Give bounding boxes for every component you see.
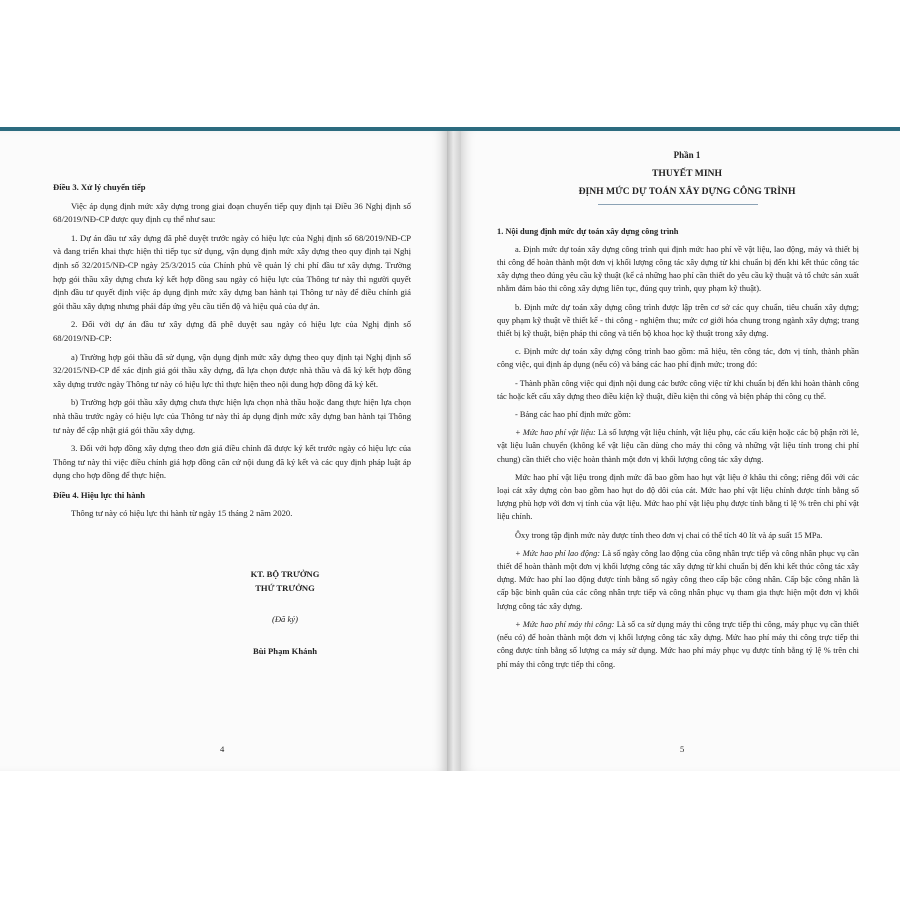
signature-title-2: THỨ TRƯỞNG — [255, 583, 315, 593]
article-4-title: Điều 4. Hiệu lực thi hành — [53, 489, 146, 500]
oxygen-note: Ôxy trong tập định mức này được tính theo đơn vị chai có thể tích 40 lít và áp suất 15 MPa. — [515, 530, 823, 540]
article-4-text: Thông tư này có hiệu lực thi hành từ ngày 15 tháng 2 năm 2020. — [71, 508, 293, 519]
machine-norm-label: + Mức hao phí máy thi công: — [515, 619, 615, 629]
material-norm-label: + Mức hao phí vật liệu: — [515, 428, 596, 438]
article-3-clause-2a: a) Trường hợp gói thầu đã sử dụng, vận dụng định mức xây dựng theo quy định tại Nghị định số 32/2015/NĐ-CP để xác định giá gói thầu xây dựng, đã lựa chọn được nhà thầu và đã ký kết hợp đồng xây dựng trước ngày Thông tư này có hiệu lực thì thực hiện theo nội dung hợp đồng đã ký kết. — [53, 351, 411, 389]
article-3-clause-3: 3. Đối với hợp đồng xây dựng theo đơn giá điều chỉnh đã được ký kết trước ngày có hiệu lực của Thông tư này thì việc điều chỉnh giá hợp đồng căn cứ nội dung đã ký kết và các quy định pháp luật áp dụng cho hợp đồng để thực hiện. — [53, 443, 411, 481]
material-norm-text: Là số lượng vật liệu chính, vật liệu phụ, các cấu kiện hoặc các bộ phận rời lẻ, vật liệu luân chuyển (không kể vật liệu cần dùng cho máy thi công và những vật liệu tính trong chi phí chung) cần thiết cho việc hoàn thành một đơn vị khối lượng công tác xây dựng. — [497, 428, 859, 464]
signature-name: Bùi Phạm Khánh — [253, 646, 317, 656]
labor-norm-label: + Mức hao phí lao động: — [515, 548, 601, 558]
section-1-title: 1. Nội dung định mức dự toán xây dựng công trình — [497, 226, 679, 236]
paragraph-b: b. Định mức dự toán xây dựng công trình được lập trên cơ sở các quy chuẩn, tiêu chuẩn xây dựng; quy phạm kỹ thuật về thiết kế - thi công - nghiệm thu; mức cơ giới hóa chung trong ngành xây dựng; trang thiết bị kỹ thuật, biện pháp thi công và tiến bộ khoa học kỹ thuật trong xây dựng. — [497, 302, 859, 339]
machine-norm — [497, 618, 859, 671]
article-3-title: Điều 3. Xử lý chuyển tiếp — [53, 182, 146, 192]
paragraph-c-item-2: - Bảng các hao phí định mức gồm: — [515, 410, 631, 420]
paragraph-c: c. Định mức dự toán xây dựng công trình bao gồm: mã hiệu, tên công tác, đơn vị tính, thành phần công việc, qui định áp dụng (nếu có) và bảng các hao phí định mức; trong đó: — [497, 347, 859, 370]
labor-norm — [497, 547, 859, 613]
left-page-text — [53, 181, 411, 526]
article-3-clause-1: 1. Dự án đầu tư xây dựng đã phê duyệt trước ngày có hiệu lực của Nghị định số 68/2019/NĐ-CP và đang triển khai thực hiện thì tiếp tục sử dụng, vận dụng định mức xây dựng theo quy định tại Nghị định số 32/2015/NĐ-CP ngày 25/3/2015 của Chính phủ về quản lý chi phí đầu tư xây dựng. Trường hợp gói thầu xây dựng chưa ký kết hợp đồng sau ngày có hiệu lực của Thông tư này thì người quyết định đầu tư quyết định việc áp dụng định mức xây dựng ban hành tại Thông tư này để điều chỉnh giá gói thầu xây dựng nhưng phải đáp ứng yêu cầu tiến độ và hiệu quả của dự án. — [53, 232, 411, 311]
part-heading: Phần 1 — [673, 150, 701, 160]
page-number-right: 5 — [680, 744, 685, 754]
doc-title-1: THUYẾT MINH — [652, 168, 722, 180]
article-3-clause-2b: b) Trường hợp gói thầu xây dựng chưa thực hiện lựa chọn nhà thầu hoặc đang thực hiện lựa chọn nhà thầu trước ngày có hiệu lực của Thông tư này thì áp dụng định mức xây dựng ban hành tại Thông tư này để cập nhật giá gói thầu xây dựng. — [53, 397, 411, 435]
page-number-left: 4 — [220, 744, 225, 754]
material-norm — [497, 426, 859, 466]
book-gutter — [447, 131, 461, 771]
paragraph-c-item-1: - Thành phần công việc qui định nội dung các bước công việc từ khi chuẩn bị đến khi hoàn thành công tác hoặc kết cấu xây dựng theo điều kiện kỹ thuật, điều kiện thi công và biện pháp thi công cụ thể. — [497, 378, 859, 401]
article-3-clause-2: 2. Đối với dự án đầu tư xây dựng đã phê duyệt sau ngày có hiệu lực của Nghị định số 68/2019/NĐ-CP: — [53, 319, 411, 343]
material-norm-2: Mức hao phí vật liệu trong định mức đã bao gồm hao hụt vật liệu ở khâu thi công; riêng đối với các loại cát xây dựng còn bao gồm hao hụt do độ dôi của cát. Mức hao phí vật liệu chính được tính bằng số lượng phù hợp với đơn vị tính của vật liệu. Mức hao phí vật liệu phụ được tính bằng tỉ lệ % trên chi phí vật liệu chính. — [497, 472, 859, 522]
right-page-text — [497, 149, 859, 676]
signature-signed: (Đã ký) — [271, 614, 298, 624]
article-3-intro: Việc áp dụng định mức xây dựng trong giai đoạn chuyển tiếp quy định tại Điều 36 Nghị định số 68/2019/NĐ-CP được quy định cụ thể như sau: — [53, 200, 411, 225]
machine-norm-text: Là số ca sử dụng máy thi công trực tiếp thi công, máy phục vụ cần thiết (nếu có) để hoàn thành một đơn vị khối lượng công tác xây dựng. Mức hao phí máy thi công trực tiếp thi công được tính bằng số lượng ca máy sử dụng. Mức hao phí máy phục vụ được tính bằng tỷ lệ % trên chi phí máy thi công trực tiếp thi công. — [497, 619, 860, 669]
labor-norm-text: Là số ngày công lao động của công nhân trực tiếp và công nhân phục vụ cần thiết để hoàn thành một đơn vị khối lượng công tác xây dựng từ khi chuẩn bị đến khi kết thúc công tác xây dựng. Mức hao phí lao động được tính bằng số ngày công theo cấp bậc công nhân. Cấp bậc công nhân là cấp bậc bình quân của các công nhân trực tiếp và công nhân phục vụ tham gia thực hiện một đơn vị khối lượng công tác xây dựng. — [497, 548, 859, 611]
paragraph-a: a. Định mức dự toán xây dựng công trình qui định mức hao phí về vật liệu, lao động, máy và thiết bị thi công để hoàn thành một đơn vị khối lượng công tác xây dựng từ khi chuẩn bị đến khi kết thúc công tác xây dựng theo đúng yêu cầu kỹ thuật (kể cả những hao phí cần thiết do yêu cầu kỹ thuật và tổ chức sản xuất nhằm đảm bảo thi công xây dựng liên tục, đúng quy trình, quy phạm kỹ thuật). — [497, 244, 859, 294]
left-page — [0, 131, 447, 771]
right-page — [461, 131, 900, 771]
doc-title-2: ĐỊNH MỨC DỰ TOÁN XÂY DỰNG CÔNG TRÌNH — [578, 186, 796, 198]
title-underline — [598, 204, 758, 205]
signature-title-1: KT. BỘ TRƯỞNG — [250, 569, 320, 579]
